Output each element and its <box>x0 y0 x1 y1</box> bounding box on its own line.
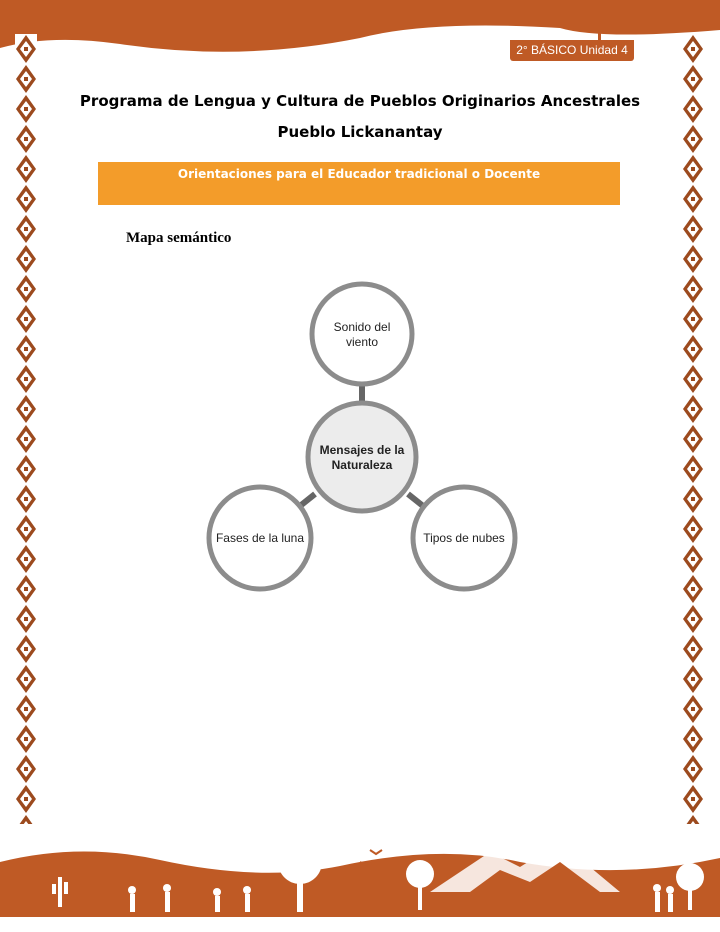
node-center-label: Mensajes de la Naturaleza <box>319 443 405 472</box>
left-pattern-border <box>15 34 37 824</box>
orientation-banner-text: Orientaciones para el Educador tradicional o Docente <box>177 167 541 181</box>
unit-tab: 2° BÁSICO Unidad 4 <box>510 40 634 61</box>
program-title: Programa de Lengua y Cultura de Pueblos Originarios Ancestrales <box>79 92 641 110</box>
right-pattern-border <box>682 34 704 824</box>
node-right-label: Tipos de nubes <box>423 531 505 545</box>
orientation-banner <box>98 162 620 205</box>
node-left-label: Fases de la luna <box>215 531 305 545</box>
footer-landscape-illustration <box>0 822 720 932</box>
semantic-map <box>190 270 530 610</box>
node-top-label: Sonido del viento <box>333 320 391 349</box>
people-title: Pueblo Lickanantay <box>277 123 443 141</box>
section-heading: Mapa semántico <box>126 230 232 246</box>
